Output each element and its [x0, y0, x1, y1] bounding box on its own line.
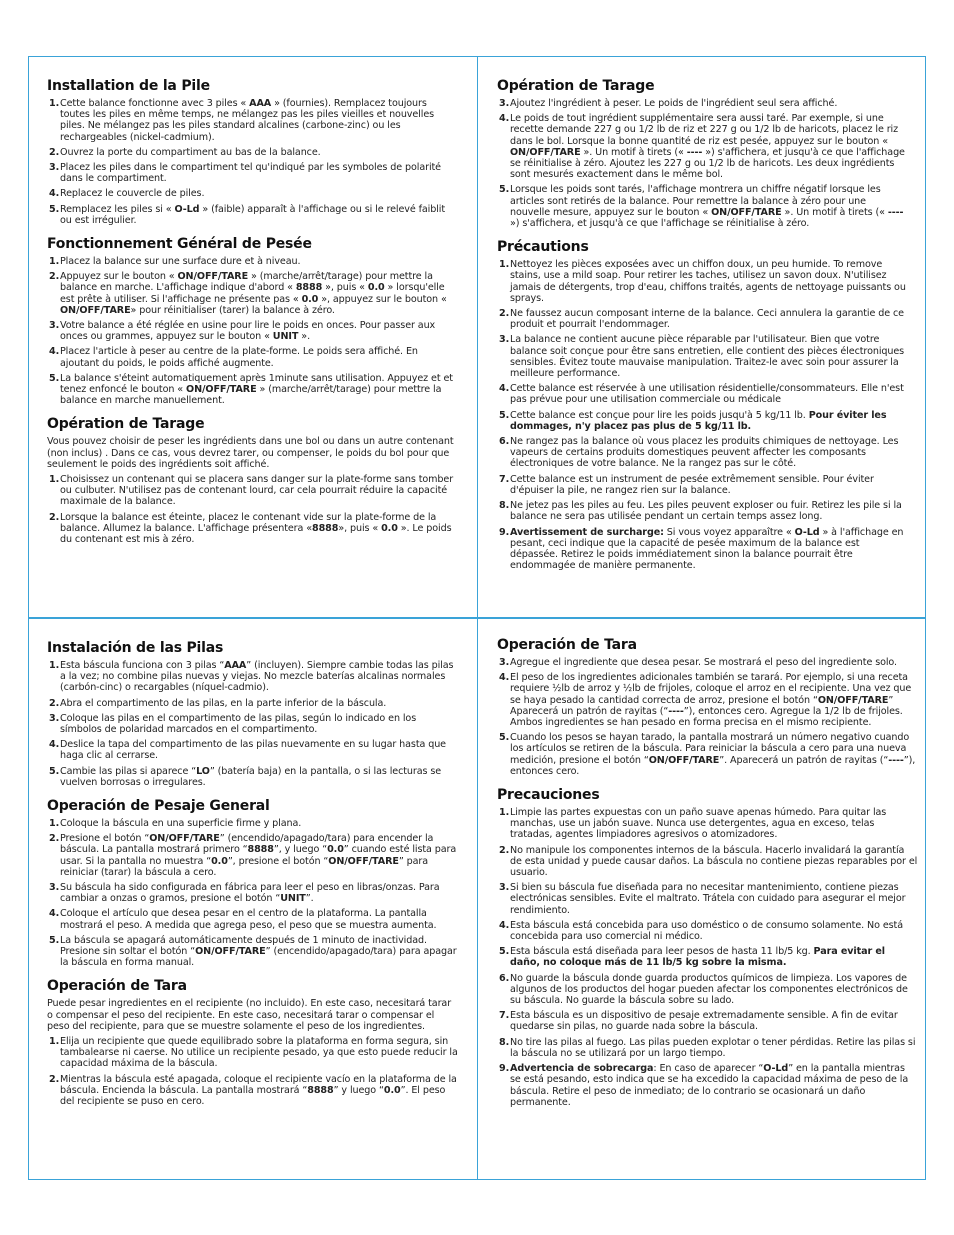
list-item	[47, 1074, 459, 1108]
item-text: La balance s'éteint automatiquement après 1minute sans utilisation. Appuyez et et tenez enfoncé le bouton « ON/OFF/TARE » (marche/arrêt/tarage) pour mettre la balance en marche manuellement.	[60, 372, 453, 407]
section	[497, 637, 918, 777]
item-text: Su báscula ha sido configurada en fábrica para leer el peso en libras/onzas. Para cambiar a onzas o gramos, presione el botón “UNIT”.	[60, 882, 440, 905]
item-number: 1.	[49, 256, 60, 268]
item-text: Cambie las pilas si aparece “LO” (batería baja) en la pantalla, o si las lecturas se vuelven borrosas o irregulares.	[60, 765, 442, 788]
item-number: 6.	[499, 972, 510, 984]
french-left-column	[47, 78, 459, 555]
item-text: La báscula se apagará automáticamente después de 1 minuto de inactividad. Presione sin soltar el botón “ON/OFF/TARE” (encendido/apagado/tara) para apagar la báscula en forma manual.	[60, 934, 457, 969]
item-text: Agregue el ingrediente que desea pesar. Se mostrará el peso del ingrediente solo.	[510, 657, 897, 668]
item-number: 1.	[49, 660, 60, 671]
item-number: 3.	[49, 320, 60, 332]
list-item	[47, 935, 459, 969]
item-text: Lorsque les poids sont tarés, l'affichage montrera un chiffre négatif lorsque les articles sont retirés de la balance. Pour remettre la balance à zéro pour une nouvelle mesure, appuyez sur le bouton « ON/OFF/TARE ». Un motif à tirets (« ---- ») s'affichera, et jusqu'à ce que l'affichage se réinitialise à zéro.	[510, 184, 904, 230]
section	[497, 239, 908, 571]
item-number: 3.	[499, 98, 510, 109]
section	[47, 978, 459, 1107]
item-text: Esta báscula está diseñada para leer pesos de hasta 11 lb/5 kg. Para evitar el daño, no coloque más de 11 lb/5 kg sobre la misma.	[510, 946, 885, 969]
item-number: 2.	[49, 1073, 60, 1085]
item-number: 1.	[499, 259, 510, 271]
list-item	[47, 188, 459, 199]
item-number: 2.	[49, 697, 60, 709]
list-item	[47, 818, 459, 829]
item-text: Remplacez les piles si « O-Ld » (faible) apparaît à l'affichage ou si le relevé faiblit ou est irrégulier.	[60, 203, 446, 226]
item-number: 3.	[499, 882, 510, 894]
item-number: 4.	[49, 188, 60, 200]
item-text: Appuyez sur le bouton « ON/OFF/TARE » (marche/arrêt/tarage) pour mettre la balance en marche. L'affichage indique d'abord « 8888 », puis « 0.0 » lorsqu'elle est prête à utiliser. Si l'affichage ne présente pas « 0.0 », appuyez sur le bouton « ON/OFF/TARE» pour réinitialiser (tarer) la balance à zéro.	[60, 271, 447, 316]
item-number: 3.	[499, 657, 510, 668]
item-text: Nettoyez les pièces exposées avec un chiffon doux, un peu humide. To remove stains, use a mild soap. Pour retirer les taches, utilisez un savon doux. N'utilisez jamais de détergents, trop d'eau, chiffons traités, agents de nettoyage puissants ou sprays.	[510, 259, 906, 304]
item-text: Placez la balance sur une surface dure et à niveau.	[60, 256, 301, 268]
list-item	[497, 334, 908, 379]
list-item	[47, 833, 459, 878]
section	[47, 78, 459, 226]
list-item	[47, 271, 459, 316]
item-number: 7.	[499, 473, 510, 485]
item-number: 3.	[49, 882, 60, 894]
item-number: 1.	[49, 1036, 60, 1048]
item-number: 5.	[49, 203, 60, 215]
section-title: Opération de Tarage	[497, 78, 655, 94]
item-text: Coloque el artículo que desea pesar en el centro de la plataforma. La pantalla mostrará el peso. A medida que agrega peso, el peso que se muestra aumenta.	[60, 908, 437, 931]
item-number: 2.	[499, 844, 510, 856]
item-number: 2.	[49, 146, 60, 158]
item-text: No manipule los componentes internos de la báscula. Hacerlo invalidará la garantía de esta unidad y puede causar daños. La báscula no contiene piezas reparables por el usuario.	[510, 844, 918, 879]
item-text: Coloque las pilas en el compartimento de las pilas, según lo indicado en los símbolos de polaridad marcados en el compartimento.	[60, 712, 417, 736]
instruction-list	[497, 657, 918, 777]
list-item	[47, 256, 459, 267]
list-item	[47, 660, 459, 694]
instruction-list	[47, 98, 459, 226]
item-number: 9.	[499, 526, 510, 538]
spanish-left-column	[47, 640, 459, 1117]
instruction-list	[47, 256, 459, 406]
item-text: Cuando los pesos se hayan tarado, la pantalla mostrará un número negativo cuando los artículos se retiren de la báscula. Para reiniciar la báscula a cero para una nueva medición, presione el botón “ON/OFF/TARE”. Aparecerá un patrón de rayitas (“----”), entonces cero.	[510, 732, 916, 777]
item-number: 1.	[49, 818, 60, 830]
item-text: Coloque la báscula en una superficie firme y plana.	[60, 818, 302, 830]
section-intro: Puede pesar ingredientes en el recipiente (no incluido). En este caso, necesitará tarar o compensar el peso del recipiente. En este caso, necesitará tarar o compensar el peso del recipiente, para que se muestre solamente el peso de los ingredientes.	[47, 998, 452, 1032]
item-number: 5.	[499, 732, 510, 744]
list-item	[497, 946, 918, 968]
list-item	[497, 113, 908, 180]
section	[47, 416, 459, 545]
french-right-column	[497, 78, 908, 581]
item-text: Deslice la tapa del compartimento de las pilas nuevamente en su lugar hasta que haga clic al cerrarse.	[60, 739, 446, 762]
instruction-list	[497, 98, 908, 229]
list-item	[497, 845, 918, 879]
list-item	[497, 527, 908, 572]
section-title: Précautions	[497, 239, 589, 256]
list-item	[497, 383, 908, 405]
instruction-list	[47, 660, 459, 788]
section-title: Precauciones	[497, 787, 600, 804]
item-text: Limpie las partes expuestas con un paño suave apenas húmedo. Para quitar las manchas, use un jabón suave. Nunca use detergentes, agua en exceso, telas tratadas, agentes limpiadores agresivos o atomizadores.	[510, 807, 887, 841]
item-text: No tire las pilas al fuego. Las pilas pueden explotar o tener pérdidas. Retire las pilas si la báscula no se utilizará por un largo tiempo.	[510, 1036, 916, 1059]
list-item	[47, 474, 459, 508]
item-text: Placez les piles dans le compartiment tel qu'indiqué par les symboles de polarité dans le compartiment.	[60, 162, 441, 185]
section-title: Opération de Tarage	[47, 416, 205, 433]
item-text: Cette balance est conçue pour lire les poids jusqu'à 5 kg/11 lb. Pour éviter les dommages, n'y placez pas plus de 5 kg/11 lb.	[510, 409, 887, 432]
item-number: 3.	[49, 162, 60, 174]
list-item	[497, 259, 908, 304]
list-item	[497, 882, 918, 916]
item-number: 2.	[49, 271, 60, 283]
item-text: Esta báscula funciona con 3 pilas “AAA” (incluyen). Siempre cambie todas las pilas a la vez; no combine pilas nuevas y viejas. No mezcle baterías alcalinas normales (carbón-cinc) o recargables (níquel-cadmio).	[60, 660, 454, 694]
item-text: Abra el compartimento de las pilas, en la parte inferior de la báscula.	[60, 697, 387, 709]
list-item	[497, 657, 918, 668]
section	[47, 640, 459, 788]
list-item	[47, 908, 459, 930]
item-number: 4.	[49, 739, 60, 751]
list-item	[497, 500, 908, 522]
list-item	[497, 184, 908, 229]
item-number: 1.	[49, 98, 60, 109]
item-number: 5.	[499, 184, 510, 196]
item-number: 7.	[499, 1010, 510, 1022]
instruction-list	[497, 807, 918, 1108]
item-number: 2.	[49, 833, 60, 845]
list-item	[497, 308, 908, 330]
item-number: 1.	[49, 474, 60, 486]
section-intro: Vous pouvez choisir de peser les ingrédients dans une bol ou dans un autre contenant (non inclus) . Dans ce cas, vous devrez tarer, ou compenser, le poids du bol pour que seulement le poids des ingrédients soit affiché.	[47, 436, 454, 470]
item-number: 4.	[49, 346, 60, 358]
item-text: Presione el botón “ON/OFF/TARE” (encendido/apagado/tara) para encender la báscula. La pantalla mostrará primero “8888”, y luego “0.0” cuando esté lista para usar. Si la pantalla no muestra “0.0”, presione el botón “ON/OFF/TARE” para reiniciar (tarar) la báscula a cero.	[60, 833, 457, 878]
list-item	[47, 698, 459, 709]
instruction-list	[47, 474, 459, 545]
item-text: Mientras la báscula esté apagada, coloque el recipiente vacío en la plataforma de la báscula. Encienda la báscula. La pantalla mostrará “8888” y luego “0.0”. El peso del recipiente se puso en cero.	[60, 1073, 457, 1108]
list-item	[497, 672, 918, 728]
instruction-list	[497, 259, 908, 571]
item-text: Choisissez un contenant qui se placera sans danger sur la plate-forme sans tomber ou culbuter. N'utilisez pas de contenant lourd, car cela pourrait réduire la capacité maximale de la balance.	[60, 474, 454, 508]
list-item	[497, 436, 908, 470]
list-item	[47, 320, 459, 342]
section-title: Installation de la Pile	[47, 78, 210, 94]
item-number: 4.	[499, 113, 510, 125]
item-number: 2.	[49, 511, 60, 523]
item-text: Avertissement de surcharge: Si vous voyez apparaître « O-Ld » à l'affichage en pesant, ceci indique que la capacité de pesée maximum de la balance est dépassée. Retirez le poids immédiatement sinon la balance pourrait être endommagée de manière permanente.	[510, 526, 904, 572]
item-number: 5.	[499, 946, 510, 958]
item-text: Esta báscula está concebida para uso doméstico o de consumo solamente. No está concebida para uso comercial ni médico.	[510, 919, 903, 943]
list-item	[47, 512, 459, 546]
item-number: 8.	[499, 1036, 510, 1048]
list-item	[497, 920, 918, 942]
item-text: Votre balance a été réglée en usine pour lire le poids en onces. Pour passer aux onces ou grammes, appuyez sur le bouton « UNIT ».	[60, 320, 436, 343]
item-text: Ajoutez l'ingrédient à peser. Le poids de l'ingrédient seul sera affiché.	[510, 98, 838, 109]
item-number: 3.	[499, 334, 510, 346]
list-item	[497, 807, 918, 841]
item-text: La balance ne contient aucune pièce réparable par l'utilisateur. Bien que votre balance soit conçue pour être sans entretien, elle contient des pièces électroniques sensibles. Évitez toute mauvaise manipulation. Traitez-le avec soin pour assurer la meilleure performance.	[510, 334, 905, 380]
item-text: Placez l'article à peser au centre de la plate-forme. Le poids sera affiché. En ajoutant du poids, le poids affiché augmente.	[60, 346, 418, 369]
item-number: 9.	[499, 1063, 510, 1075]
list-item	[47, 766, 459, 788]
item-text: Replacez le couvercle de piles.	[60, 188, 205, 200]
item-text: Cette balance est un instrument de pesée extrêmement sensible. Pour éviter d'épuiser la pile, ne rangez rien sur la balance.	[510, 473, 874, 496]
section	[47, 236, 459, 406]
section-title: Operación de Tara	[497, 637, 637, 653]
section	[497, 78, 908, 229]
item-number: 6.	[499, 436, 510, 448]
list-item	[497, 732, 918, 777]
list-item	[497, 973, 918, 1007]
list-item	[47, 739, 459, 761]
list-item	[497, 1063, 918, 1108]
list-item	[497, 474, 908, 496]
list-item	[47, 1036, 459, 1070]
item-number: 3.	[49, 712, 60, 724]
spanish-right-column	[497, 637, 918, 1118]
list-item	[47, 162, 459, 184]
item-number: 4.	[49, 908, 60, 920]
list-item	[47, 346, 459, 368]
item-number: 5.	[499, 409, 510, 421]
item-text: Elija un recipiente que quede equilibrado sobre la plataforma en forma segura, sin tambalearse ni caerse. No utilice un recipiente pesado, ya que esto puede reducir la capacidad máxima de la báscula.	[60, 1036, 458, 1070]
item-text: Esta báscula es un dispositivo de pesaje extremadamente sensible. A fin de evitar quedarse sin pilas, no guarde nada sobre la báscula.	[510, 1010, 898, 1033]
list-item	[497, 1037, 918, 1059]
item-text: Cette balance fonctionne avec 3 piles « AAA » (fournies). Remplacez toujours toutes les piles en même temps, ne mélangez pas les piles vieilles et nouvelles piles. Ne mélangez pas les piles standard alcalines (carbone-zinc) ou les rechargeables (nickel-cadmium).	[60, 98, 435, 143]
section	[47, 798, 459, 968]
item-text: El peso de los ingredientes adicionales también se tarará. Por ejemplo, si una receta requiere ½lb de arroz y ½lb de frijoles, coloque el arroz en el recipiente. Una vez que se haya pesado la cantidad correcta de arroz, presione el botón “ON/OFF/TARE” Aparecerá un patrón de rayitas (“----”), entonces cero. Agregue la 1/2 lb de frijoles. Ambos ingredientes se han pesado en forma precisa en el mismo recipiente.	[510, 672, 912, 729]
list-item	[47, 98, 459, 143]
section-title: Fonctionnement Général de Pesée	[47, 236, 312, 253]
item-text: Le poids de tout ingrédient supplémentaire sera aussi taré. Par exemple, si une recette demande 227 g ou 1/2 lb de riz et 227 g ou 1/2 lb de haricots, placez le riz dans le bol. Lorsque la bonne quantité de riz est pesée, appuyez sur le bouton « ON/OFF/TARE ». Un motif à tirets (« ---- ») s'affichera, et jusqu'à ce que l'affichage se réinitialise à zéro. Ajoutez les 227 g ou 1/2 lb de haricots. Les deux ingrédients sont mesurés exactement dans le même bol.	[510, 113, 905, 181]
item-number: 5.	[49, 934, 60, 946]
item-text: Si bien su báscula fue diseñada para no necesitar mantenimiento, contiene piezas electrónicas sensibles. Evite el maltrato. Trátela con cuidado para asegurar el mejor rendimiento.	[510, 882, 906, 916]
list-item	[497, 1010, 918, 1032]
list-item	[47, 713, 459, 735]
item-number: 5.	[49, 765, 60, 777]
item-text: Ne faussez aucun composant interne de la balance. Ceci annulera la garantie de ce produit et pourrait l'endommager.	[510, 308, 904, 331]
list-item	[47, 147, 459, 158]
list-item	[497, 98, 908, 109]
item-text: Ouvrez la porte du compartiment au bas de la balance.	[60, 146, 321, 158]
item-text: Lorsque la balance est éteinte, placez le contenant vide sur la plate-forme de la balance. Allumez la balance. L'affichage présentera «8888», puis « 0.0 ». Le poids du contenant est mis à zéro.	[60, 511, 452, 546]
instruction-list	[47, 1036, 459, 1107]
section-title: Instalación de las Pilas	[47, 640, 224, 656]
item-text: Cette balance est réservée à une utilisation résidentielle/consommateurs. Elle n'est pas prévue pour une utilisation commerciale ou médicale	[510, 383, 904, 406]
item-number: 4.	[499, 672, 510, 684]
item-number: 4.	[499, 383, 510, 395]
item-number: 1.	[499, 807, 510, 819]
item-text: Ne rangez pas la balance où vous placez les produits chimiques de nettoyage. Les vapeurs de certains produits domestiques peuvent affecter les composants électroniques de votre balance. Ne la rangez pas sur le côté.	[510, 436, 899, 470]
item-number: 8.	[499, 500, 510, 512]
item-number: 4.	[499, 919, 510, 931]
section-title: Operación de Tara	[47, 978, 187, 995]
item-text: Advertencia de sobrecarga: En caso de aparecer “O-Ld” en la pantalla mientras se está pesando, esto indica que se ha excedido la capacidad máxima de peso de la báscula. Retire el peso de inmediato; de lo contrario se ocasionará un daño permanente.	[510, 1063, 909, 1108]
section-title: Operación de Pesaje General	[47, 798, 270, 815]
item-text: No guarde la báscula donde guarda productos químicos de limpieza. Los vapores de algunos de los productos del hogar pueden afectar los componentes electrónicos de su báscula. No guarde la báscula sobre su lado.	[510, 972, 908, 1007]
item-text: Ne jetez pas les piles au feu. Les piles peuvent exploser ou fuir. Retirez les pile si la balance ne sera pas utilisée pendant un certain temps assez long.	[510, 500, 902, 523]
list-item	[47, 373, 459, 407]
item-number: 5.	[49, 372, 60, 384]
section	[497, 787, 918, 1108]
list-item	[497, 410, 908, 432]
item-number: 2.	[499, 308, 510, 320]
list-item	[47, 204, 459, 226]
instruction-list	[47, 818, 459, 968]
list-item	[47, 882, 459, 904]
